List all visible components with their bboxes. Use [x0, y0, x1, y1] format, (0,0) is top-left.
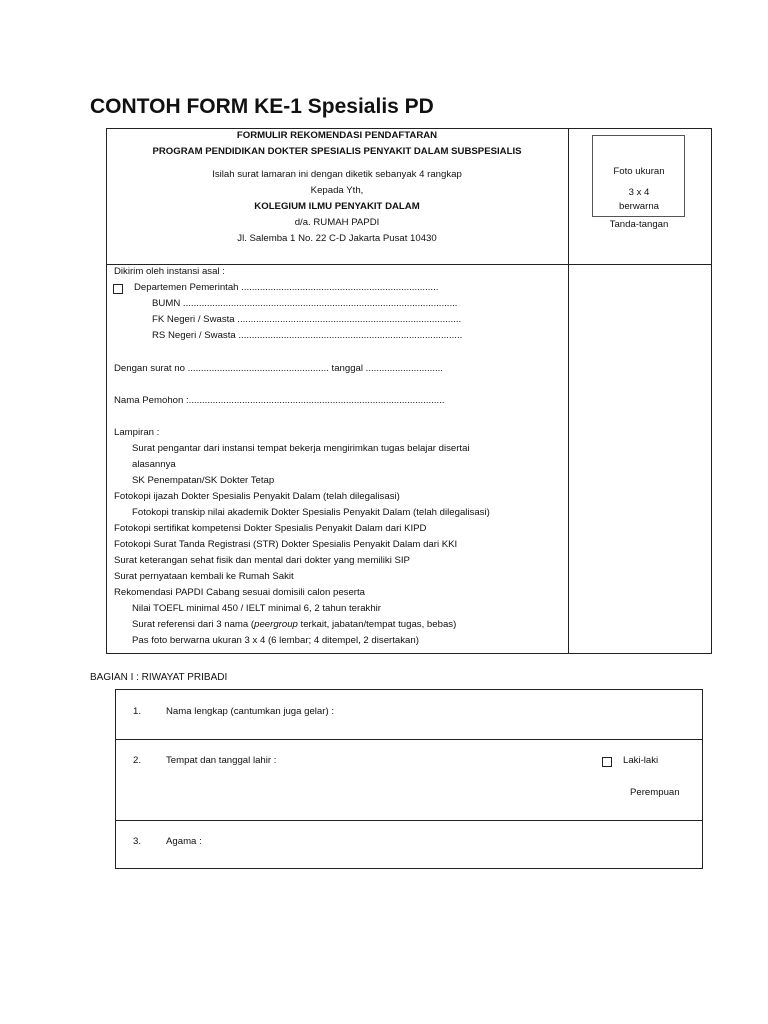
female-label: Perempuan [630, 787, 680, 798]
program-heading: PROGRAM PENDIDIKAN DOKTER SPESIALIS PENYAKIT DALAM SUBSPESIALIS [152, 146, 522, 157]
attachment-item [132, 619, 456, 630]
attachment-item: Surat pengantar dari instansi tempat bekerja mengirimkan tugas belajar disertai [132, 443, 470, 454]
attachment-item: Fotokopi Surat Tanda Registrasi (STR) Dokter Spesialis Penyakit Dalam dari KKI [114, 539, 458, 550]
full-name-field[interactable]: Nama lengkap (cantumkan juga gelar) : [166, 706, 334, 717]
addressee-name: KOLEGIUM ILMU PENYAKIT DALAM [254, 201, 420, 212]
male-checkbox[interactable] [602, 757, 612, 767]
religion-field[interactable]: Agama : [166, 836, 202, 847]
attachment-item: Fotokopi transkip nilai akademik Dokter Spesialis Penyakit Dalam (telah dilegalisasi) [132, 507, 490, 518]
option-government-department: Departemen Pemerintah .......................................................................... [134, 282, 439, 293]
table-row-divider [106, 264, 712, 265]
government-department-checkbox[interactable] [113, 284, 123, 294]
attachment-item: SK Penempatan/SK Dokter Tetap [132, 475, 275, 486]
option-rs: RS Negeri / Swasta .................................................................................... [152, 330, 463, 341]
option-bumn: BUMN ....................................................................................................... [152, 298, 458, 309]
attachment-item: Surat keterangan sehat fisik dan mental dari dokter yang memiliki SIP [114, 555, 410, 566]
photo-color-label: berwarna [619, 201, 659, 212]
addressee-care-of: d/a. RUMAH PAPDI [294, 217, 380, 228]
instruction-text: Isilah surat lamaran ini dengan diketik sebanyak 4 rangkap [212, 169, 462, 180]
attachment-item: Rekomendasi PAPDI Cabang sesuai domisili calon peserta [114, 587, 365, 598]
attachment-text: terkait, jabatan/tempat tugas, bebas) [297, 619, 457, 630]
row-number: 1. [133, 706, 142, 717]
addressee-address: Jl. Salemba 1 No. 22 C-D Jakarta Pusat 10430 [237, 233, 437, 244]
table-column-divider [568, 128, 569, 654]
section-heading: BAGIAN I : RIWAYAT PRIBADI [90, 672, 228, 683]
sender-label: Dikirim oleh instansi asal : [114, 266, 225, 277]
male-label: Laki-laki [623, 755, 659, 766]
letter-number-field[interactable]: Dengan surat no ..................................................... tanggal ............................. [114, 363, 443, 374]
attachment-item: Fotokopi sertifikat kompetensi Dokter Spesialis Penyakit Dalam dari KIPD [114, 523, 427, 534]
addressee-label: Kepada Yth, [310, 185, 364, 196]
birth-place-date-field[interactable]: Tempat dan tanggal lahir : [166, 755, 277, 766]
signature-label: Tanda-tangan [609, 219, 669, 230]
attachment-item: Nilai TOEFL minimal 450 / IELT minimal 6, 2 tahun terakhir [132, 603, 382, 614]
attachment-item: Fotokopi ijazah Dokter Spesialis Penyakit Dalam (telah dilegalisasi) [114, 491, 400, 502]
photo-size-label: Foto ukuran [613, 166, 665, 177]
applicant-name-field[interactable]: Nama Pemohon :................................................................................................ [114, 395, 445, 406]
attachments-label: Lampiran : [114, 427, 160, 438]
attachment-item-continued: alasannya [132, 459, 176, 470]
page-title: CONTOH FORM KE-1 Spesialis PD [90, 95, 434, 118]
attachment-item: Surat pernyataan kembali ke Rumah Sakit [114, 571, 294, 582]
row-number: 3. [133, 836, 142, 847]
attachment-emphasis: peergroup [254, 619, 298, 630]
row-number: 2. [133, 755, 142, 766]
form-heading: FORMULIR REKOMENDASI PENDAFTARAN [236, 130, 438, 141]
photo-dimensions-label: 3 x 4 [628, 187, 650, 198]
attachment-item: Pas foto berwarna ukuran 3 x 4 (6 lembar; 4 ditempel, 2 disertakan) [132, 635, 419, 646]
table-row-divider [115, 739, 703, 740]
table-row-divider [115, 820, 703, 821]
option-fk: FK Negeri / Swasta .................................................................................... [152, 314, 462, 325]
attachment-text: Surat referensi dari 3 nama ( [132, 619, 255, 630]
